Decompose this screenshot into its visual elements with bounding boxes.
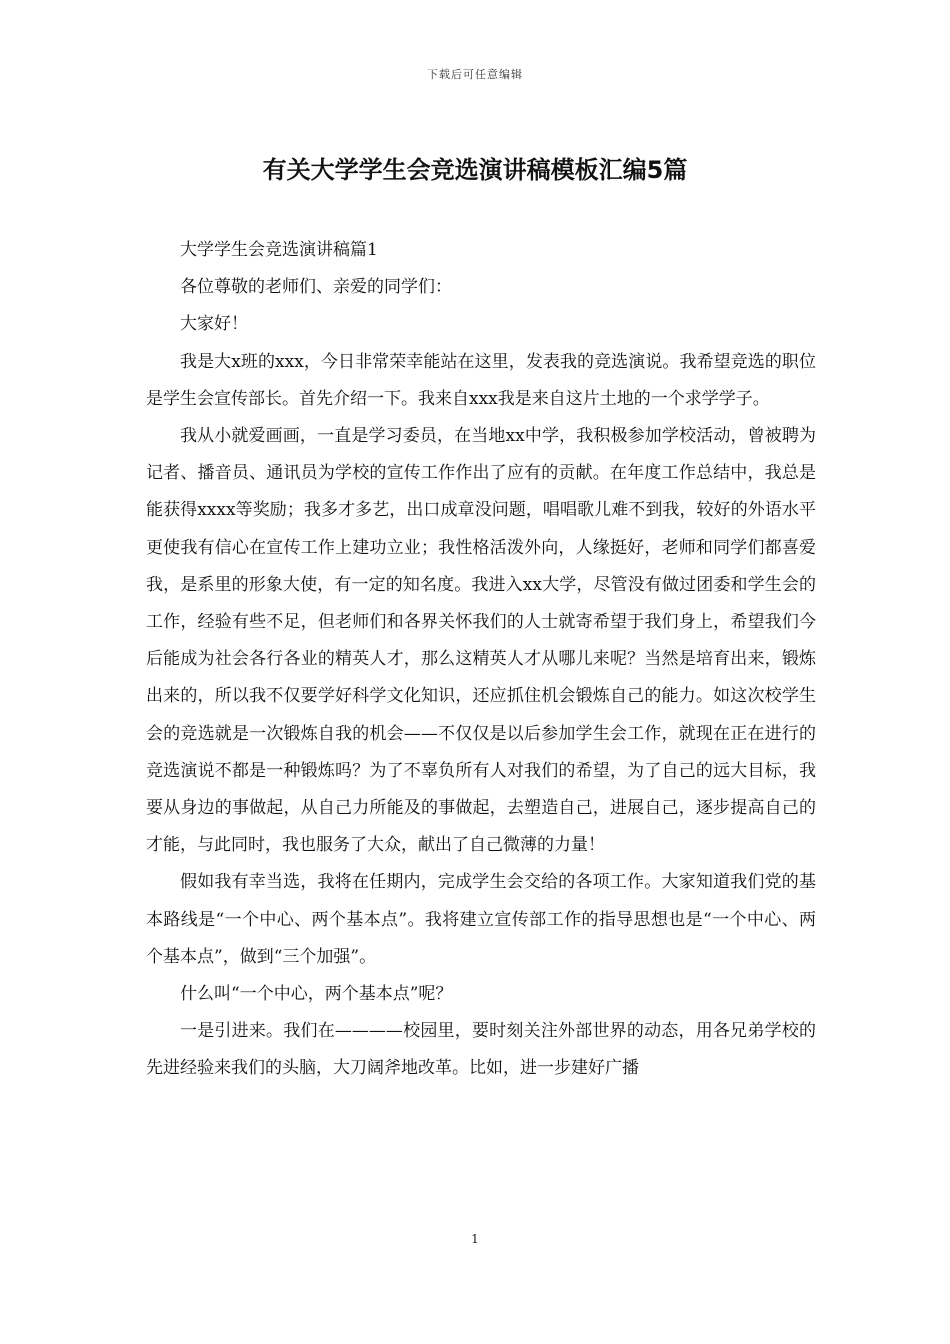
paragraph: 我从小就爱画画，一直是学习委员，在当地xx中学，我积极参加学校活动，曾被聘为记者、播音员、通讯员为学校的宣传工作作出了应有的贡献。在年度工作总结中，我总是能获得xxxx等奖励；我多才多艺，出口成章没问题，唱唱歌儿难不到我，较好的外语水平更使我有信心在宣传工作上建功立业；我性格活泼外向，人缘挺好，老师和同学们都喜爱我，是系里的形象大使，有一定的知名度。我进入xx大学，尽管没有做过团委和学生会的工作，经验有些不足，但老师们和各界关怀我们的人士就寄希望于我们身上，希望我们今后能成为社会各行各业的精英人才，那么这精英人才从哪儿来呢？当然是培育出来，锻炼出来的，所以我不仅要学好科学文化知识，还应抓住机会锻炼自己的能力。如这次校学生会的竞选就是一次锻炼自我的机会——不仅仅是以后参加学生会工作，就现在正在进行的竞选演说不都是一种锻炼吗？为了不辜负所有人对我们的希望，为了自己的远大目标，我要从身边的事做起，从自己力所能及的事做起，去塑造自己，进展自己，逐步提高自己的才能，与此同时，我也服务了大众，献出了自己微薄的力量！ <box>146 426 816 856</box>
paragraph: 一是引进来。我们在————校园里，要时刻关注外部世界的动态，用各兄弟学校的先进经验来我们的头脑，大刀阔斧地改革。比如，进一步建好广播 <box>146 1021 816 1079</box>
paragraph: 我是大x班的xxx，今日非常荣幸能站在这里，发表我的竞选演说。我希望竞选的职位是学生会宣传部长。首先介绍一下。我来自xxx我是来自这片土地的一个求学学子。 <box>146 351 816 409</box>
page-number: 1 <box>471 1232 479 1246</box>
paragraph: 什么叫“一个中心，两个基本点”呢？ <box>180 984 453 1005</box>
paragraph: 假如我有幸当选，我将在任期内，完成学生会交给的各项工作。大家知道我们党的基本路线是“一个中心、两个基本点”。我将建立宣传部工作的指导思想也是“一个中心、两个基本点”，做到“三个加强”。 <box>146 872 816 967</box>
header-note: 下载后可任意编辑 <box>427 68 523 81</box>
salutation: 各位尊敬的老师们、亲爱的同学们： <box>180 277 452 298</box>
section-heading: 大学学生会竞选演讲稿篇1 <box>180 240 378 260</box>
document-body <box>146 232 816 1088</box>
document-title: 有关大学学生会竞选演讲稿模板汇编5篇 <box>262 156 688 184</box>
greeting: 大家好！ <box>180 314 248 335</box>
